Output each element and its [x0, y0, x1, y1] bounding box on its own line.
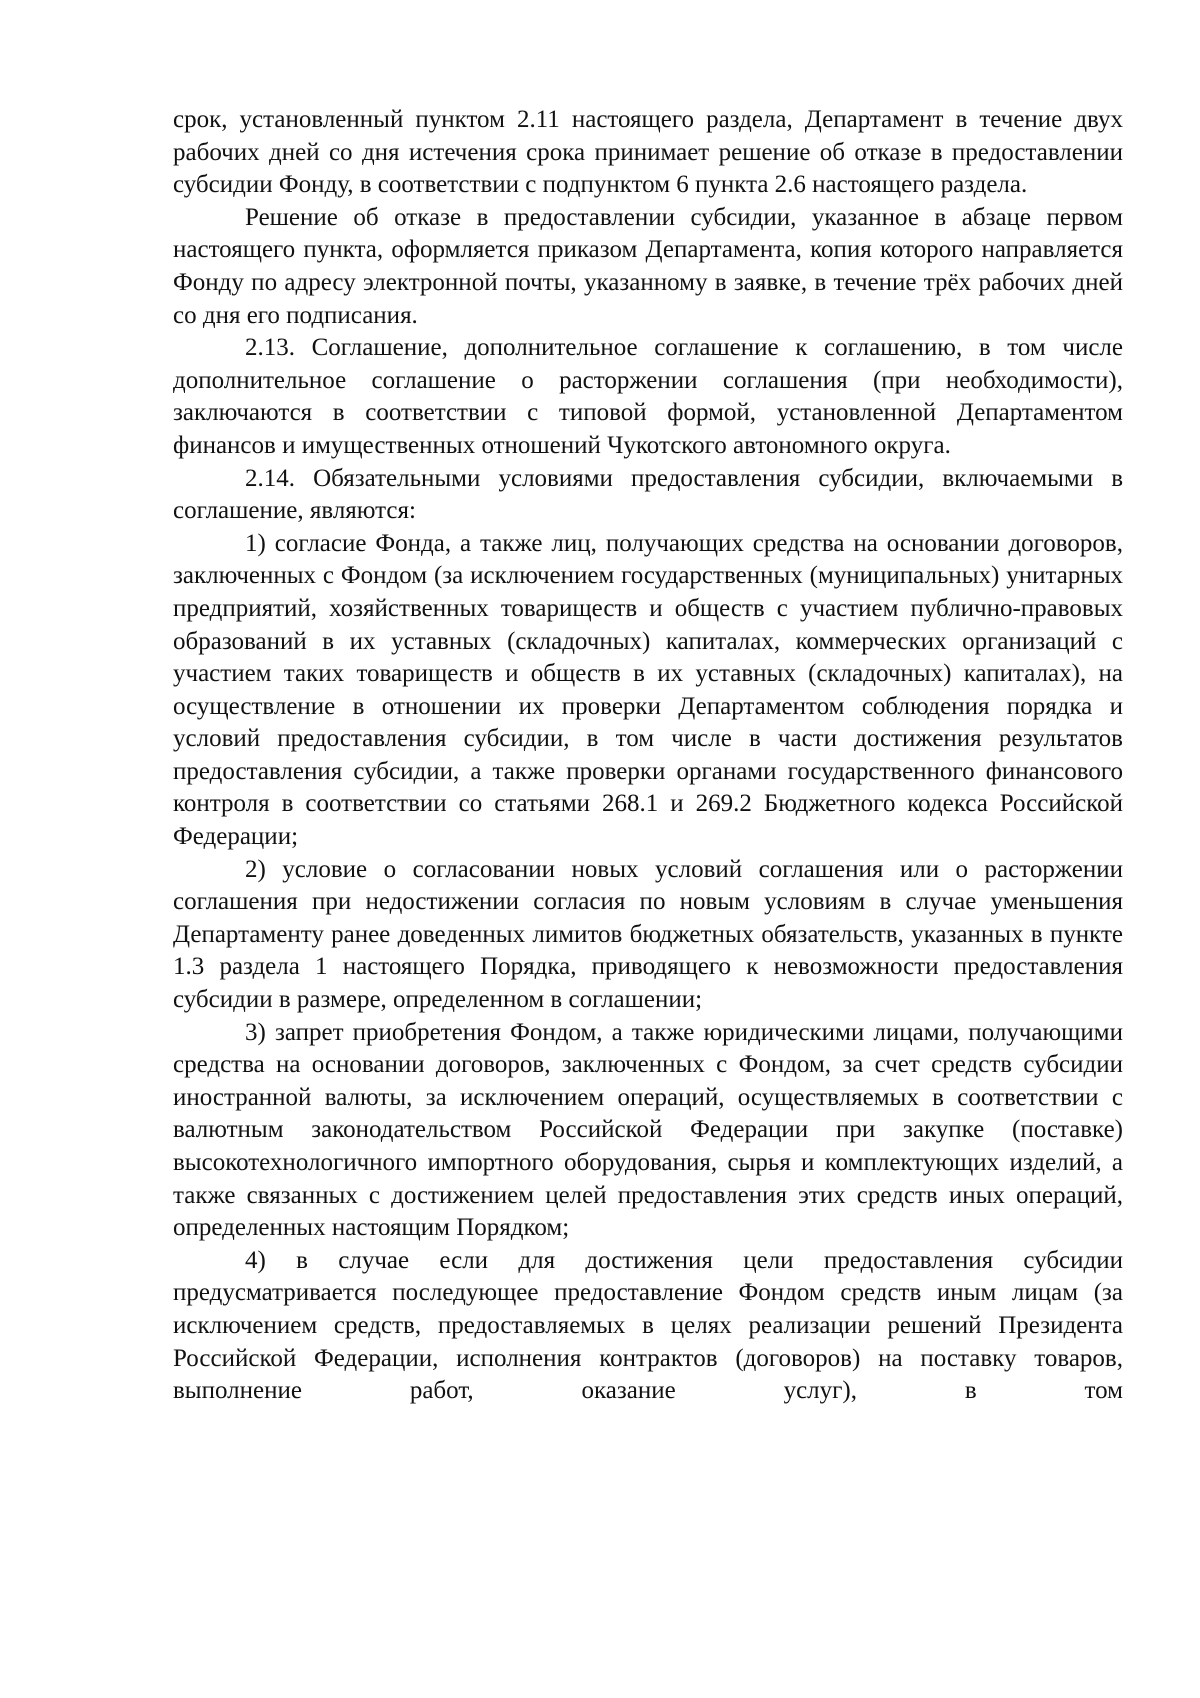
- paragraph-refusal-order: Решение об отказе в предоставлении субсидии, указанное в абзаце первом настоящего пункта, оформляется приказом Департамента, копия которого направляется Фонду по адресу электронной почты, указанному в заявке, в течение трёх рабочих дней со дня его подписания.: [173, 203, 1123, 329]
- paragraph-condition-2: 2) условие о согласовании новых условий соглашения или о расторжении соглашения при недостижении согласия по новым условиям в случае уменьшения Департаменту ранее доведенных лимитов бюджетных обязательств, указанных в пункте 1.3 раздела 1 настоящего Порядка, приводящего к невозможности предоставления субсидии в размере, определенном в соглашении;: [173, 855, 1123, 1014]
- paragraph-condition-1: 1) согласие Фонда, а также лиц, получающих средства на основании договоров, заключенных с Фондом (за исключением государственных (муниципальных) унитарных предприятий, хозяйственных товариществ и обществ с участием публично-правовых образований в их уставных (складочных) капиталах, коммерческих организаций с участием таких товариществ и обществ в их уставных (складочных) капиталах), на осуществление в отношении их проверки Департаментом соблюдения порядка и условий предоставления субсидии, в том числе в части достижения результатов предоставления субсидии, а также проверки органами государственного финансового контроля в соответствии со статьями 268.1 и 269.2 Бюджетного кодекса Российской Федерации;: [173, 529, 1123, 851]
- paragraph-deadline-refusal: срок, установленный пунктом 2.11 настоящего раздела, Департамент в течение двух рабочих дней со дня истечения срока принимает решение об отказе в предоставлении субсидии Фонду, в соответствии с подпунктом 6 пункта 2.6 настоящего раздела.: [173, 106, 1123, 199]
- paragraph-2-13-agreement: 2.13. Соглашение, дополнительное соглашение к соглашению, в том числе дополнительное соглашение о расторжении соглашения (при необходимости), заключаются в соответствии с типовой формой, установленной Департаментом финансов и имущественных отношений Чукотского автономного округа.: [173, 334, 1123, 459]
- paragraph-condition-3: 3) запрет приобретения Фондом, а также юридическими лицами, получающими средства на основании договоров, заключенных с Фондом, за счет средств субсидии иностранной валюты, за исключением операций, осуществляемых в соответствии с валютным законодательством Российской Федерации при закупке (поставке) высокотехнологичного импортного оборудования, сырья и комплектующих изделий, а также связанных с достижением целей предоставления этих средств иных операций, определенных настоящим Порядком;: [173, 1018, 1123, 1242]
- paragraph-2-14-conditions: 2.14. Обязательными условиями предоставления субсидии, включаемыми в соглашение, являются:: [173, 464, 1123, 525]
- document-page: [173, 104, 1123, 1408]
- paragraph-condition-4: 4) в случае если для достижения цели предоставления субсидии предусматривается последующее предоставление Фондом средств иным лицам (за исключением средств, предоставляемых в целях реализации решений Президента Российской Федерации, исполнения контрактов (договоров) на поставку товаров, выполнение работ, оказание услуг), в том: [173, 1246, 1123, 1405]
